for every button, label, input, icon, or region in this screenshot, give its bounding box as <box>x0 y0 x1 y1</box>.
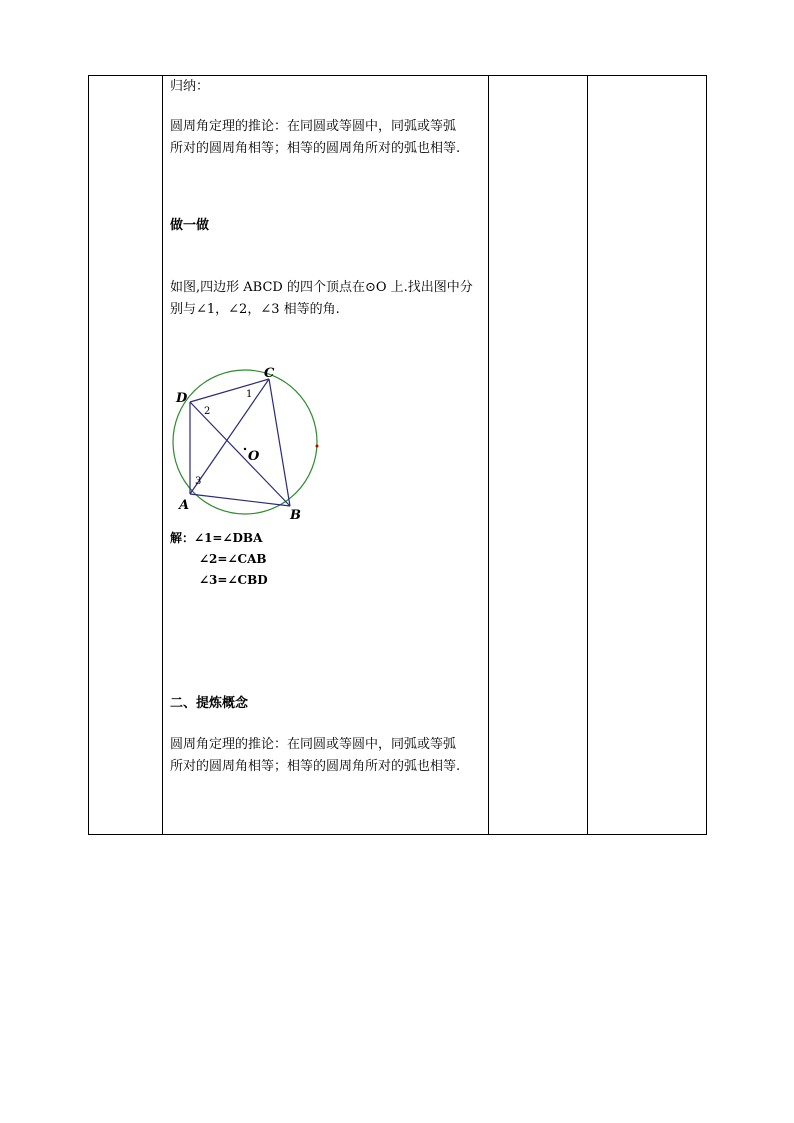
circle-point-marker <box>316 445 319 448</box>
angle-label-2: 2 <box>204 406 211 417</box>
solution-prefix: 解： <box>170 531 195 545</box>
corollary-text-1-line-2: 所对的圆周角相等；相等的圆周角所对的弧也相等. <box>170 141 461 156</box>
solution-line-3: ∠3=∠CBD <box>199 573 268 587</box>
solution-line-1: ∠1=∠DBA <box>194 531 263 545</box>
center-dot <box>244 448 246 450</box>
label-d: D <box>176 391 188 406</box>
column-divider-3 <box>587 75 588 835</box>
table-left-border <box>88 75 89 835</box>
section-heading: 二、提炼概念 <box>170 696 249 711</box>
solution-line-2: ∠2=∠CAB <box>199 552 267 566</box>
side-ab <box>190 494 290 506</box>
table-bottom-border <box>88 834 707 835</box>
column-divider-1 <box>162 75 163 835</box>
diagonal-ac <box>190 379 269 494</box>
angle-label-1: 1 <box>246 389 253 400</box>
corollary-text-2-line-1: 圆周角定理的推论：在同圆或等圆中，同弧或等弧 <box>170 737 457 752</box>
label-o: O <box>248 449 260 464</box>
label-a: A <box>179 498 190 513</box>
label-b: B <box>290 508 301 523</box>
label-c: C <box>264 366 275 381</box>
problem-line-2: 别与∠1，∠2，∠3 相等的角. <box>170 302 340 317</box>
circle-o <box>173 370 317 514</box>
corollary-text-1-line-1: 圆周角定理的推论：在同圆或等圆中，同弧或等弧 <box>170 119 457 134</box>
activity-heading: 做一做 <box>170 218 210 233</box>
summary-heading: 归纳： <box>170 79 210 94</box>
corollary-text-2-line-2: 所对的圆周角相等；相等的圆周角所对的弧也相等. <box>170 759 461 774</box>
table-right-border <box>706 75 707 835</box>
column-divider-2 <box>488 75 489 835</box>
inscribed-quadrilateral-figure <box>170 364 330 524</box>
angle-label-3: 3 <box>195 476 202 487</box>
side-cd <box>190 379 269 402</box>
problem-line-1: 如图,四边形 ABCD 的四个顶点在⊙O 上.找出图中分 <box>170 280 473 295</box>
solution-block <box>170 528 268 591</box>
